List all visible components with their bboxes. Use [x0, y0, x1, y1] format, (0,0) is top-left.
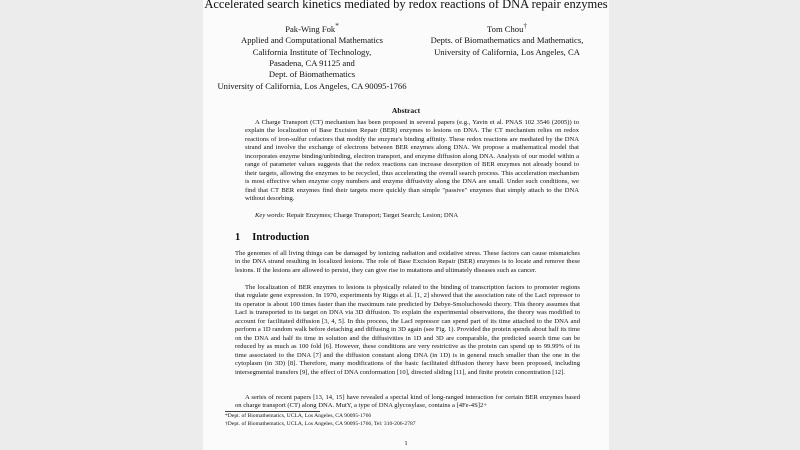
affiliation-line: Depts. of Biomathematics and Mathematics, [430, 35, 584, 46]
section-number: 1 [235, 232, 241, 243]
affiliation-line: Applied and Computational Mathematics [240, 35, 383, 46]
author-block-fok [217, 21, 407, 92]
affiliation-line: Dept. of Biomathematics [268, 69, 356, 80]
section-heading [235, 232, 309, 243]
affiliation-line: University of California, Los Angeles, CA [434, 46, 580, 57]
affiliation-line: Pasadena, CA 91125 and [269, 58, 355, 69]
keywords-label: Key words: [255, 212, 285, 219]
page-number: 1 [404, 440, 408, 447]
section-title: Introduction [252, 232, 310, 243]
intro-paragraph-2: The localization of BER enzymes to lesions is physically related to the binding of transcription factors to promoter regions that regulate gene expression. In 1970, experiments by Riggs et al. [1, 2] showed that the association rate of the LacI repressor to its operator is about 100 times faster than the maximum rate predicted by Debye-Smoluchowski theory. This theory assumes that LacI is transported to its target on DNA via 3D diffusion. To explain the experimental observations, the theory was modified to account for facilitated diffusion [3, 4, 5]. In this process, the LacI repressor can spend part of its time attached to the DNA and perform a 1D random walk before detaching and diffusing in 3D again (see Fig. 1). Provided the protein spends about half its time on the DNA and half its time in solution and the diffusivities in 1D and 3D are comparable, the predicted search time can be reduced by as much as 100 fold [6]. However, these conditions are very restrictive as the protein can spend up to 99.99% of its time associated to the DNA [7] and the diffusion constant along DNA (in 1D) is in general much smaller than the one in the cytoplasm (in 3D) [8]. Therefore, many modifications of the basic facilitated diffusion theory have been proposed, including intersegmental transfers [9], the effect of DNA conformation [10], directed sliding [11], and finite protein concentration [12]. [235, 284, 580, 376]
abstract-text: A Charge Transport (CT) mechanism has been proposed in several papers (e.g., Yavin et al. PNAS 102 3546 (2005)) to explain the localization of Base Excision Repair (BER) enzymes to lesions on DNA. The CT mechanism relies on redox reactions of iron-sulfur cofactors that modify the enzyme's binding affinity. These redox reactions are mediated by the DNA strand and involve the exchange of electrons between BER enzymes along DNA. We propose a mathematical model that incorporates enzyme binding/unbinding, electron transport, and enzyme diffusion along DNA. Analysis of our model within a range of parameter values suggests that the redox reactions can increase desorption of BER enzymes not already bound to their targets, allowing the enzymes to be recycled, thus accelerating the overall search process. This acceleration mechanism is most effective when enzyme copy numbers and enzyme diffusivity along the DNA are small. Under such conditions, we find that CT BER enzymes find their targets more quickly than simple "passive" enzymes that simply attach to the DNA without desorbing. [245, 119, 579, 203]
footnote-1: *Dept. of Biomathematics, UCLA, Los Angeles, CA 90095-1766 [225, 413, 372, 419]
author-name: Pak-Wing Fok* [285, 22, 339, 34]
affiliation-line: California Institute of Technology, [252, 46, 372, 57]
author-block-chou [417, 21, 597, 58]
author-name: Tom Chou† [487, 22, 527, 34]
intro-paragraph-3: A series of recent papers [13, 14, 15] have revealed a special kind of long-ranged interaction for certain BER enzymes based on charge transport (CT) along DNA. MutY, a type of DNA glycosylase, contains a [4Fe-4S]2+ [235, 394, 580, 410]
paper-page [203, 0, 609, 450]
intro-paragraph-1: The genomes of all living things can be damaged by ionizing radiation and oxidative stress. These factors can cause mismatches in the DNA strand resulting in localized lesions. The role of Base Excision Repair (BER) enzymes is to locate and remove these lesions. If the lesions are allowed to persist, they can give rise to mutations and ultimately diseases such as cancer. [235, 250, 580, 274]
abstract-heading: Abstract [391, 106, 421, 115]
footnote-2: †Dept. of Biomathematics, UCLA, Los Angeles, CA 90095-1766, Tel: 310-206-2787 [225, 421, 416, 427]
footnote-rule [225, 411, 320, 412]
paper-title: Accelerated search kinetics mediated by redox reactions of DNA repair enzymes [204, 0, 608, 11]
affiliation-line: University of California, Los Angeles, CA 90095-1766 [217, 80, 407, 91]
keywords [245, 212, 579, 220]
keywords-list: Repair Enzymes; Charge Transport; Target Search; Lesion; DNA [286, 212, 459, 219]
